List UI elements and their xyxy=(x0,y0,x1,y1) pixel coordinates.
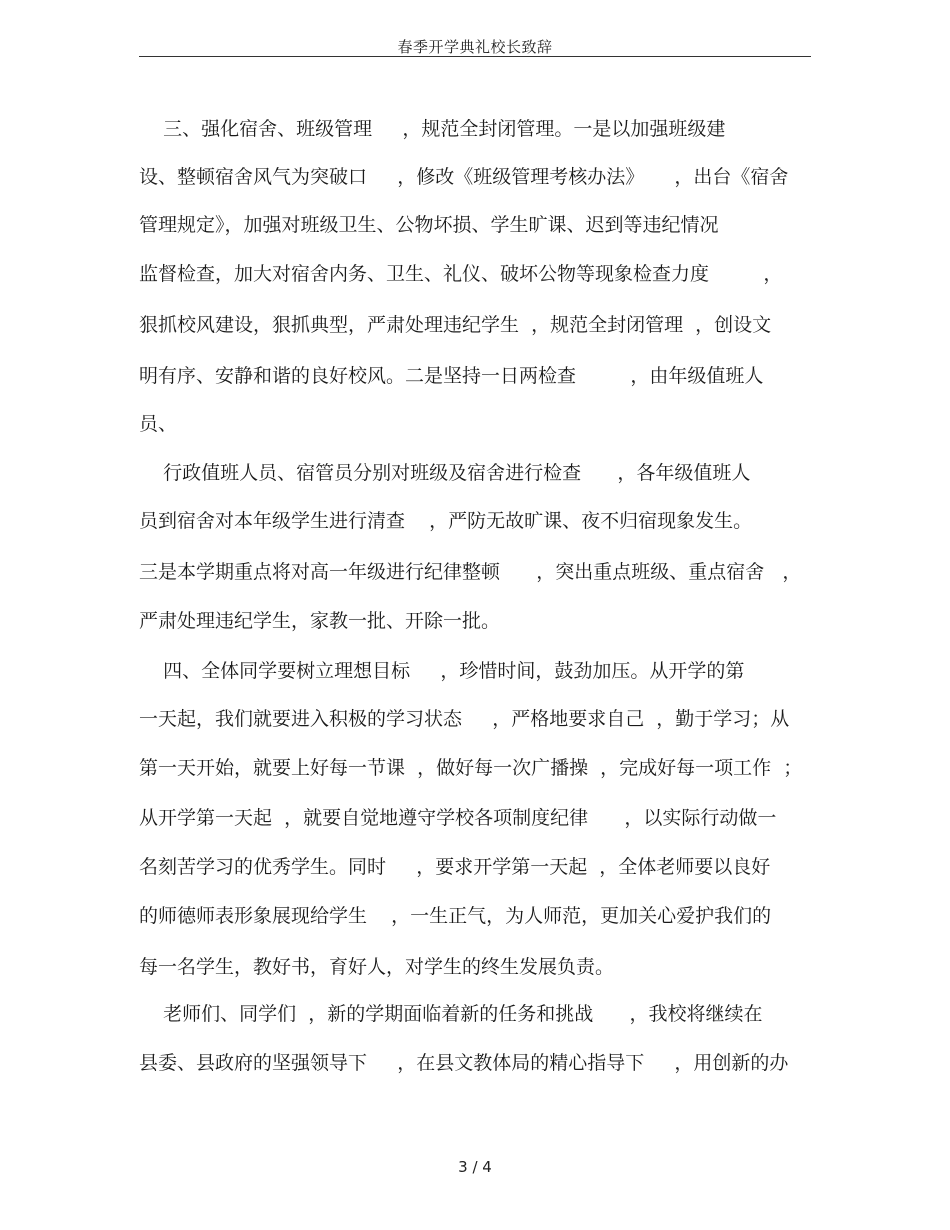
body-line: 行政值班人员、宿管员分别对班级及宿舍进行检查 ，各年级值班人 xyxy=(139,462,751,484)
body-line: 老师们、同学们 ，新的学期面临着新的任务和挑战 ，我校将继续在 xyxy=(139,1003,763,1025)
body-line: 一天起，我们就要进入积极的学习状态 ，严格地要求自己 ，勤于学习；从 xyxy=(139,708,790,730)
body-line: 名刻苦学习的优秀学生。同时 ，要求开学第一天起 ，全体老师要以良好 xyxy=(139,856,771,878)
body-line: 设、整顿宿舍风气为突破口 ，修改《班级管理考核办法》 ，出台《宿舍 xyxy=(139,166,789,188)
body-line: 员到宿舍对本年级学生进行清查 ，严防无故旷课、夜不归宿现象发生。 xyxy=(139,510,753,532)
body-line: 的师德师表形象展现给学生 ，一生正气，为人师范，更加关心爱护我们的 xyxy=(139,905,772,927)
body-line: 从开学第一天起 ，就要自觉地遵守学校各项制度纪律 ，以实际行动做一 xyxy=(139,807,777,829)
body-line: 四、全体同学要树立理想目标 ，珍惜时间，鼓劲加压。从开学的第 xyxy=(139,660,745,682)
body-line: 县委、县政府的坚强领导下 ，在县文教体局的精心指导下 ，用创新的办 xyxy=(139,1052,789,1074)
header-divider xyxy=(139,56,811,57)
body-line: 员、 xyxy=(139,413,178,435)
body-line: 每一名学生，教好书，育好人，对学生的终生发展负责。 xyxy=(139,956,615,978)
body-line: 第一天开始，就要上好每一节课 ，做好每一次广播操 ，完成好每一项工作 ； xyxy=(139,757,803,779)
body-line: 狠抓校风建设，狠抓典型，严肃处理违纪学生 ，规范全封闭管理 ，创设文 xyxy=(139,314,772,336)
body-line: 三是本学期重点将对高一年级进行纪律整顿 ，突出重点班级、重点宿舍 ， xyxy=(139,561,802,583)
body-line: 监督检查，加大对宿舍内务、卫生、礼仪、破坏公物等现象检查力度 ， xyxy=(139,263,783,285)
page-header-title: 春季开学典礼校长致辞 xyxy=(397,38,553,56)
body-line: 管理规定》，加强对班级卫生、公物坏损、学生旷课、迟到等违纪情况 xyxy=(139,214,719,236)
body-line: 严肃处理违纪学生，家教一批、开除一批。 xyxy=(139,610,501,632)
body-line: 明有序、安静和谐的良好校风。二是坚持一日两检查 ，由年级值班人 xyxy=(139,365,764,387)
page-number: 3 / 4 xyxy=(458,1158,492,1176)
body-line: 三、强化宿舍、班级管理 ，规范全封闭管理。一是以加强班级建 xyxy=(139,118,726,140)
